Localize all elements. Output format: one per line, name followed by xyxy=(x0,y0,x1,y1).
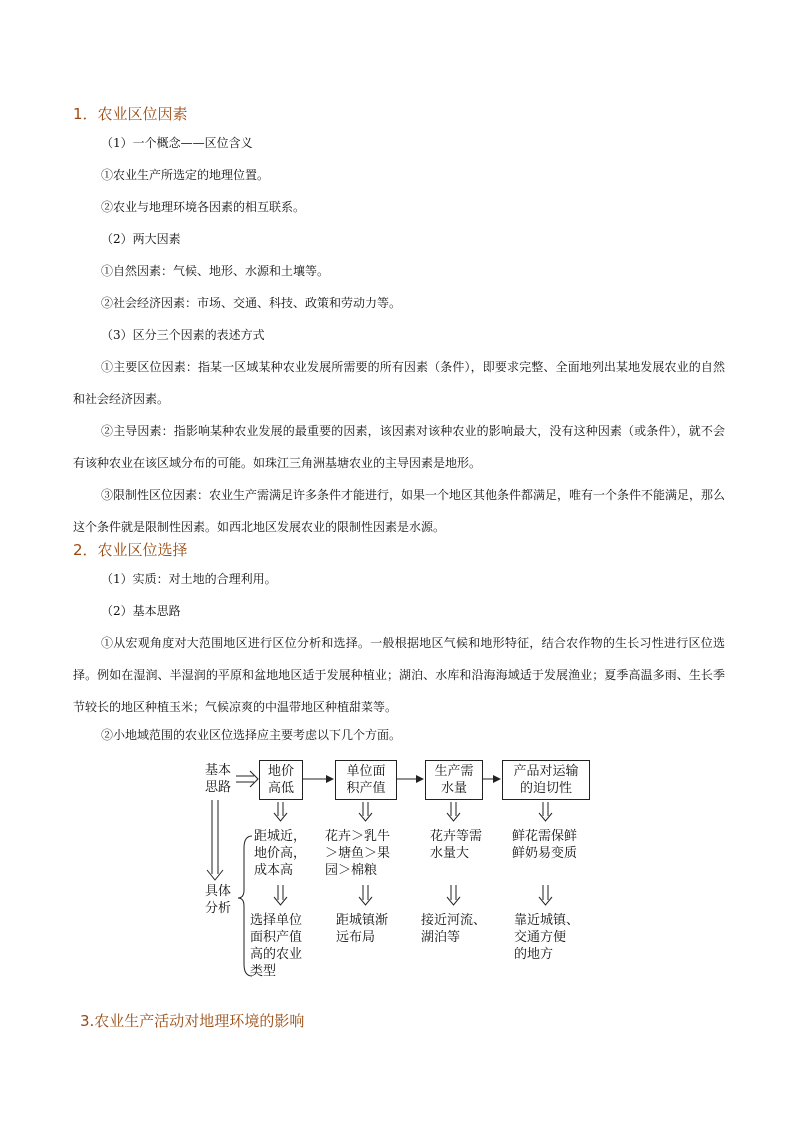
diagram-box-unit-output xyxy=(335,760,397,800)
s2-sub-essence: （1）实质：对土地的合理利用。 xyxy=(101,572,277,586)
s1-sub-two-factors: （2）两大因素 xyxy=(101,232,181,246)
double-arrow-down-icon xyxy=(539,885,552,905)
double-arrow-down-icon xyxy=(274,885,287,905)
diagram-box-label: 单位面 积产值 xyxy=(346,764,386,796)
double-arrow-down-icon xyxy=(539,802,552,821)
double-arrow-down-icon xyxy=(359,802,372,821)
diagram-analysis-land-price: 距城近， 地价高， 成本高 xyxy=(254,829,307,878)
diagram-analysis-transport: 鲜花需保鲜 鲜奶易变质 xyxy=(512,829,578,861)
s2-p-macro: ①从宏观角度对大范围地区进行区位分析和选择。一般根据地区气候和地形特征，结合农作物的生长习性进行区位选择。例如在湿润、半湿润的平原和盆地地区适于发展种植业；湖泊、水库和沿海海域适于发展渔业；夏季高温多雨、生长季节较长的地区种植玉米；气候凉爽的中温带地区种植甜菜等。 xyxy=(73,636,725,714)
diagram-box-label: 地价 高低 xyxy=(267,764,294,796)
s1-p-limiting-factor: ③限制性区位因素：农业生产需满足许多条件才能进行，如果一个地区其他条件都满足，唯有一个条件不能满足，那么这个条件就是限制性因素。如西北地区发展农业的限制性因素是水源。 xyxy=(73,488,726,534)
diagram-result-water-demand: 接近河流、 湖泊等 xyxy=(421,913,487,945)
s1-sub-three-factors: （3）区分三个因素的表述方式 xyxy=(101,328,265,342)
diagram-box-water-demand xyxy=(425,760,483,800)
double-arrow-down-icon xyxy=(359,885,372,905)
diagram-box-land-price xyxy=(259,760,303,800)
diagram-label-analysis: 具体 分析 xyxy=(204,884,231,916)
diagram-box-transport-urgency xyxy=(502,760,590,800)
s1-p-social: ②社会经济因素：市场、交通、科技、政策和劳动力等。 xyxy=(101,296,402,310)
s2-sub-basic-idea: （2）基本思路 xyxy=(101,604,181,618)
double-arrow-down-icon xyxy=(447,885,460,905)
section-1-heading: 1．农业区位因素 xyxy=(73,105,188,123)
diagram-result-land-price: 选择单位 面积产值 高的农业 类型 xyxy=(250,913,303,979)
s1-p-main-factors: ①主要区位因素：指某一区域某种农业发展所需要的所有因素（条件），即要求完整、全面地列出某地发展农业的自然和社会经济因素。 xyxy=(73,360,725,406)
s1-p-location: ①农业生产所选定的地理位置。 xyxy=(101,168,270,182)
diagram-analysis-water-demand: 花卉等需 水量大 xyxy=(430,829,483,861)
s1-p-relation: ②农业与地理环境各因素的相互联系。 xyxy=(101,200,306,214)
diagram-label-basic-idea: 基本 思路 xyxy=(204,763,231,795)
double-arrow-down-icon xyxy=(207,800,223,880)
s2-p-micro: ②小地域范围的农业区位选择应主要考虑以下几个方面。 xyxy=(101,728,402,742)
diagram-result-transport: 靠近城镇、 交通方便 的地方 xyxy=(514,913,580,962)
diagram-result-unit-output: 距城镇渐 远布局 xyxy=(336,913,389,945)
section-3-heading: 3.农业生产活动对地理环境的影响 xyxy=(80,1012,305,1030)
double-arrow-down-icon xyxy=(447,802,460,821)
diagram-analysis-unit-output: 花卉＞乳牛 ＞塘鱼＞果 园＞棉粮 xyxy=(325,829,391,878)
s1-p-natural: ①自然因素：气候、地形、水源和土壤等。 xyxy=(101,264,330,278)
section-2-heading: 2．农业区位选择 xyxy=(73,541,188,559)
diagram-box-label: 生产需 水量 xyxy=(434,764,474,796)
double-arrow-right-icon xyxy=(236,771,258,787)
diagram-box-label: 产品对运输 的迫切性 xyxy=(513,764,579,796)
s1-sub-concept: （1）一个概念——区位含义 xyxy=(101,136,253,150)
double-arrow-down-icon xyxy=(274,802,287,821)
s1-p-dominant-factor: ②主导因素：指影响某种农业发展的最重要的因素，该因素对该种农业的影响最大，没有这种因素（或条件），就不会有该种农业在该区域分布的可能。如珠江三角洲基塘农业的主导因素是地形。 xyxy=(73,424,725,470)
